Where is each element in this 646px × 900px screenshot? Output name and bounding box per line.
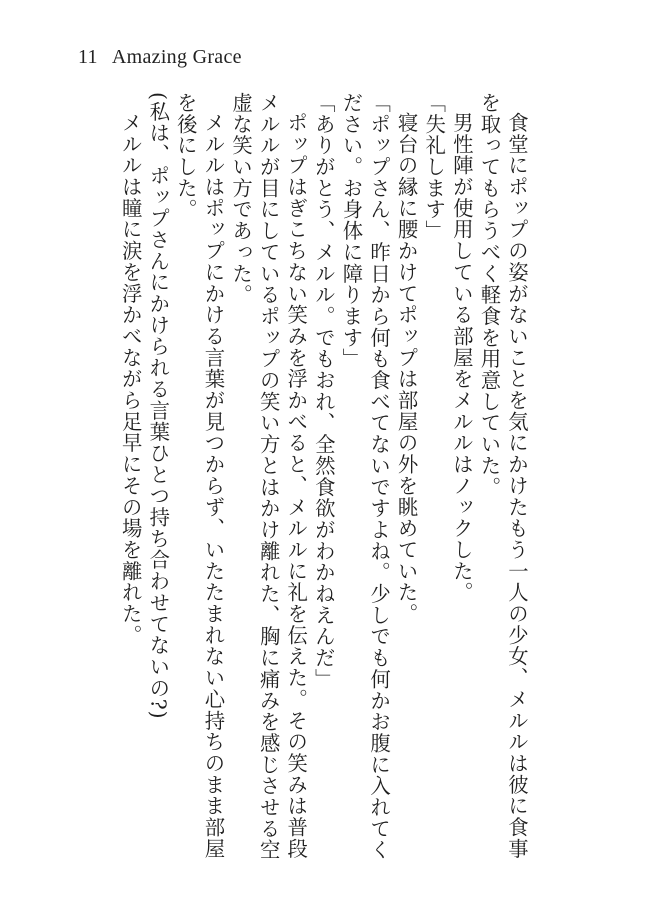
dialogue-line: 「ポップさん、昨日から何も食べてないですよね。少しでも何かお腹に入れてください。お身体に障ります」 — [339, 92, 392, 861]
paragraph: 寝台の縁に腰かけてポップは部屋の外を眺めていた。 — [394, 112, 419, 625]
vertical-body-text — [100, 92, 530, 872]
running-header — [78, 46, 242, 69]
paragraph: メルルは瞳に涙を浮かべながら足早にその場を離れた。 — [118, 112, 143, 647]
page-number: 11 — [78, 46, 98, 68]
chapter-title: Amazing Grace — [111, 46, 242, 68]
paragraph: ポップはぎこちない笑みを浮かべると、メルルに礼を伝えた。その笑みは普段メルルが目にしているポップの笑い方とはかけ離れた、胸に痛みを感じさせる空虚な笑い方であった。 — [229, 92, 309, 861]
dialogue-line: 「ありがとう、メルル。でもおれ、全然食欲がわかねえんだ」 — [311, 92, 336, 690]
dialogue-line: 「失礼します」 — [422, 92, 447, 242]
paragraph: 男性陣が使用している部屋をメルルはノックした。 — [449, 112, 474, 604]
inner-thought-line: (私は、ポップさんにかけられる言葉ひとつ持ち合わせてないの?) — [146, 92, 171, 720]
paragraph: メルルはポップにかける言葉が見つからず、いたたまれない心持ちのまま部屋を後にした。 — [173, 92, 226, 860]
paragraph: 食堂にポップの姿がないことを気にかけたもう一人の少女、メルルは彼に食事を取ってもらうべく軽食を用意していた。 — [477, 92, 529, 860]
